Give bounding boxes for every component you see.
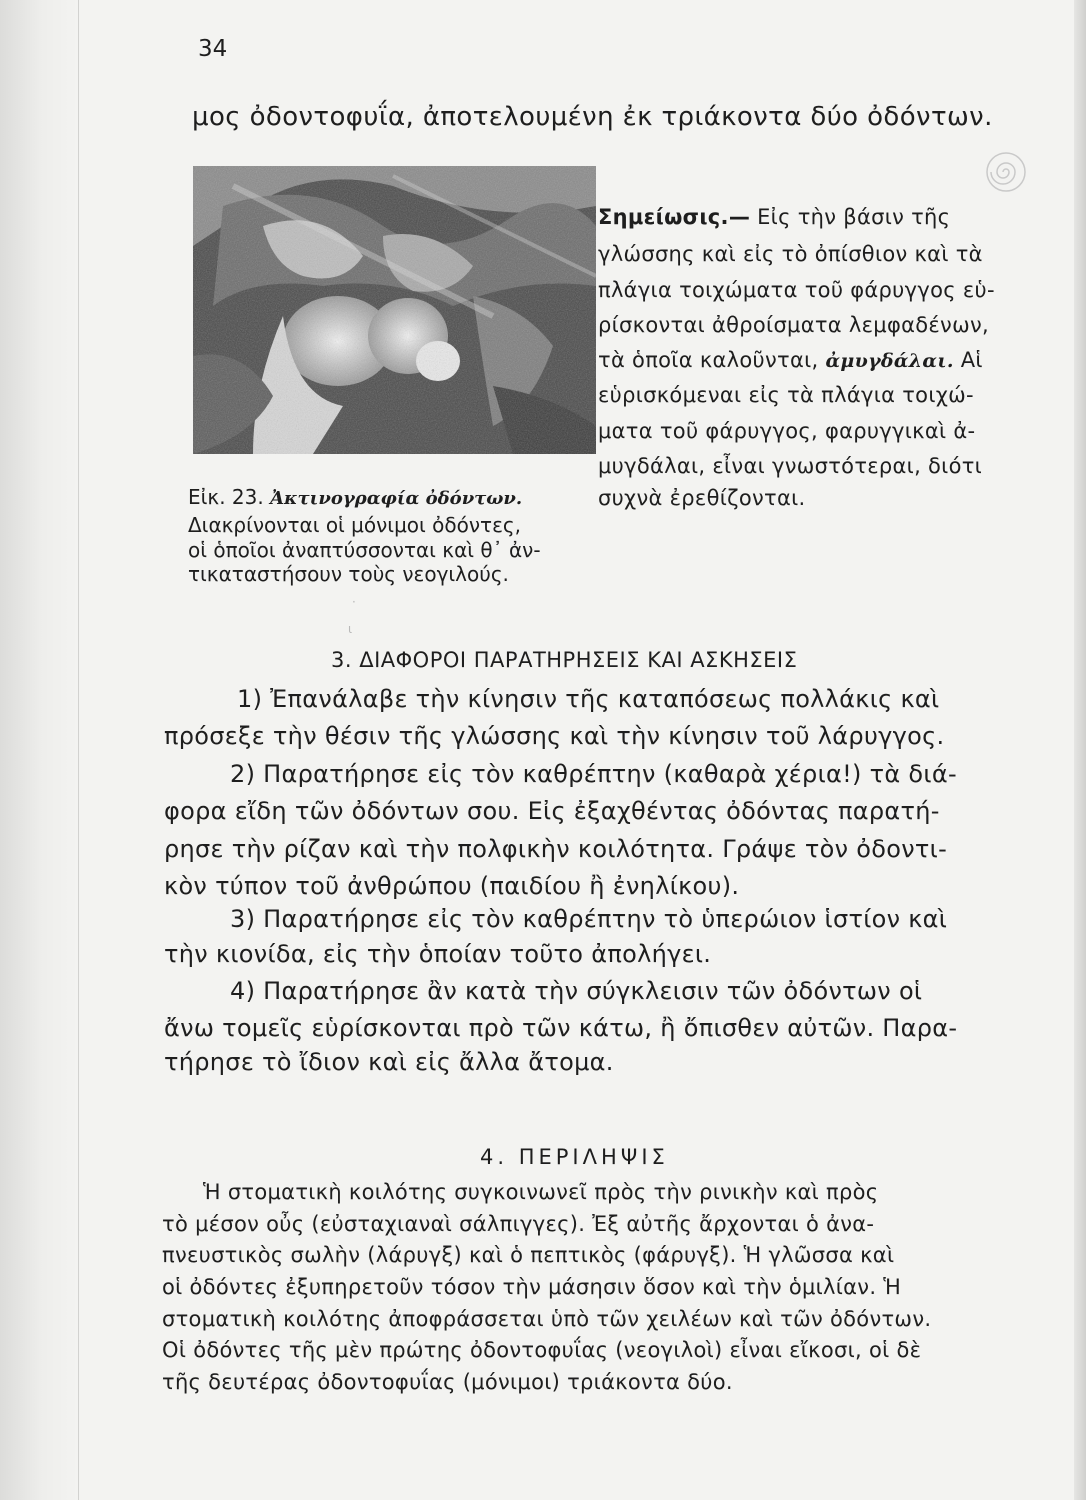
exercise-line: 2) Παρατήρησε εἰς τὸν καθρέπτην (καθαρὰ χέρια!) τὰ διά-: [230, 760, 957, 788]
exercise-line: τήρησε τὸ ἴδιον καὶ εἰς ἄλλα ἄτομα.: [164, 1048, 614, 1076]
note-first-line: [598, 205, 950, 229]
page-binding-shadow: [0, 0, 78, 1500]
note-text: Εἰς τὴν βάσιν τῆς: [750, 205, 951, 229]
note-line: ματα τοῦ φάρυγγος, φαρυγγικαὶ ἀ-: [598, 419, 976, 443]
summary-line: Οἱ ὀδόντες τῆς μὲν πρώτης ὀδοντοφυΐας (νεογιλοὶ) εἶναι εἴκοσι, οἱ δὲ: [162, 1338, 922, 1362]
x-ray-image: [193, 166, 596, 454]
scan-mark: ι: [348, 622, 353, 636]
exercises-heading: 3. ΔΙΑΦΟΡΟΙ ΠΑΡΑΤΗΡΗΣΕΙΣ ΚΑΙ ΑΣΚΗΣΕΙΣ: [331, 648, 798, 672]
page-number: 34: [198, 36, 228, 62]
note-text: τὰ ὁποῖα καλοῦνται,: [598, 348, 826, 372]
summary-heading: 4. ΠΕΡΙΛΗΨΙΣ: [480, 1145, 669, 1169]
figure-caption-line: οἱ ὁποῖοι ἀναπτύσσονται καὶ θ᾽ ἀν-: [188, 538, 541, 562]
exercise-line: 3) Παρατήρησε εἰς τὸν καθρέπτην τὸ ὑπερώιον ἱστίον καὶ: [230, 905, 948, 933]
exercise-line: πρόσεξε τὴν θέσιν τῆς γλώσσης καὶ τὴν κίνησιν τοῦ λάρυγγος.: [164, 722, 945, 750]
page-right-shadow: [1074, 0, 1086, 1500]
page-edge-line: [78, 0, 79, 1500]
note-line: μυγδάλαι, εἶναι γνωστότεραι, διότι: [598, 454, 983, 478]
figure-number: Εἰκ. 23.: [188, 485, 264, 509]
figure-caption-first-line: [188, 485, 522, 509]
note-term: ἀμυγδάλαι.: [825, 350, 954, 372]
exercise-line: φορα εἴδη τῶν ὀδόντων σου. Εἰς ἐξαχθέντας ὀδόντας παρατή-: [164, 797, 940, 825]
note-line: γλώσσης καὶ εἰς τὸ ὀπίσθιον καὶ τὰ: [598, 242, 983, 266]
exercise-line: ἄνω τομεῖς εὑρίσκονται πρὸ τῶν κάτω, ἢ ὄπισθεν αὐτῶν. Παρα-: [164, 1014, 958, 1042]
figure-caption-line: Διακρίνονται οἱ μόνιμοι ὀδόντες,: [188, 513, 521, 537]
exercise-line: κὸν τύπον τοῦ ἀνθρώπου (παιδίου ἢ ἐνηλίκου).: [164, 872, 740, 900]
intro-text: μος ὀδοντοφυΐα, ἀποτελουμένη ἐκ τριάκοντα δύο ὀδόντων.: [192, 102, 993, 132]
summary-line: Ἡ στοματικὴ κοιλότης συγκοινωνεῖ πρὸς τὴν ρινικὴν καὶ πρὸς: [203, 1180, 879, 1204]
scan-mark: ·: [352, 595, 356, 609]
note-term-line: [598, 348, 983, 372]
note-line: εὑρισκόμεναι εἰς τὰ πλάγια τοιχώ-: [598, 383, 974, 407]
summary-line: οἱ ὀδόντες ἐξυπηρετοῦν τόσον τὴν μάσησιν ὅσον καὶ τὴν ὁμιλίαν. Ἡ: [162, 1275, 902, 1299]
summary-line: τῆς δευτέρας ὀδοντοφυΐας (μόνιμοι) τριάκοντα δύο.: [162, 1370, 733, 1394]
exercise-line: 1) Ἐπανάλαβε τὴν κίνησιν τῆς καταπόσεως πολλάκις καὶ: [237, 685, 940, 713]
note-label: Σημείωσις.—: [598, 205, 751, 229]
note-line: πλάγια τοιχώματα τοῦ φάρυγγος εὑ-: [598, 278, 995, 302]
figure-caption-line: τικαταστήσουν τοὺς νεογιλούς.: [188, 562, 509, 586]
summary-line: πνευστικὸς σωλὴν (λάρυγξ) καὶ ὁ πεπτικὸς (φάρυγξ). Ἡ γλῶσσα καὶ: [162, 1243, 895, 1267]
summary-line: τὸ μέσον οὖς (εὐσταχιαναὶ σάλπιγγες). Ἐξ αὐτῆς ἄρχονται ὁ ἀνα-: [162, 1212, 875, 1236]
spiral-stamp-icon: [984, 150, 1028, 194]
figure-title: Ἀκτινογραφία ὀδόντων.: [270, 488, 523, 509]
note-line: συχνὰ ἐρεθίζονται.: [598, 486, 806, 510]
exercise-line: τὴν κιονίδα, εἰς τὴν ὁποίαν τοῦτο ἀπολήγει.: [164, 940, 712, 968]
note-text: Αἱ: [953, 348, 983, 372]
exercise-line: 4) Παρατήρησε ἂν κατὰ τὴν σύγκλεισιν τῶν ὀδόντων οἱ: [230, 977, 923, 1005]
exercise-line: ρησε τὴν ρίζαν καὶ τὴν πολφικὴν κοιλότητα. Γράψε τὸν ὀδοντι-: [164, 835, 948, 863]
note-line: ρίσκονται ἀθροίσματα λεμφαδένων,: [598, 313, 989, 337]
summary-line: στοματικὴ κοιλότης ἀποφράσσεται ὑπὸ τῶν χειλέων καὶ τῶν ὀδόντων.: [162, 1307, 932, 1331]
